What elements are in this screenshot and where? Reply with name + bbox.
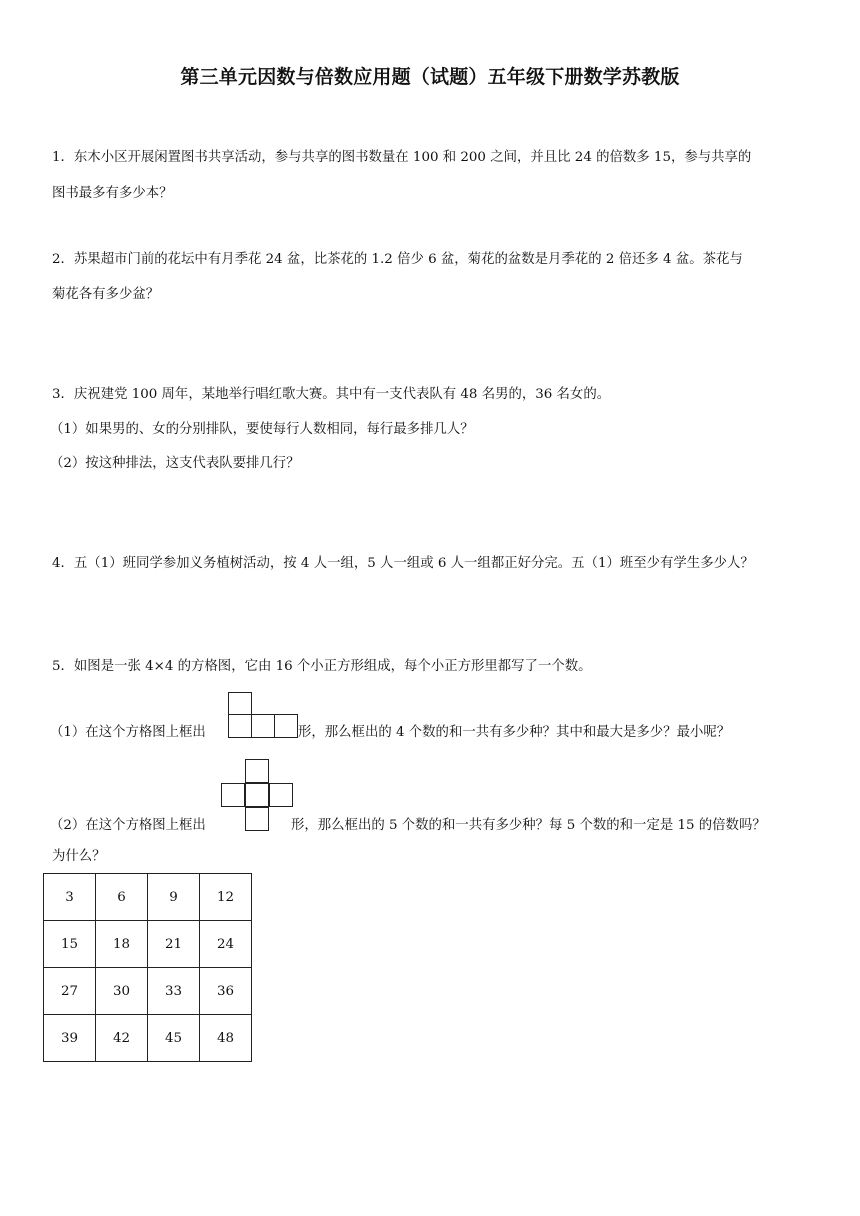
l-shape-figure [228,692,298,738]
number-grid [43,873,252,1062]
q5-sub-2-suffix: 形，那么框出的 5 个数的和一共有多少种？每 5 个数的和一定是 15 的倍数吗？ [291,818,766,833]
q1-line-2: 图书最多有多少本？ [52,186,173,201]
q2-line-2: 菊花各有多少盆？ [52,287,160,302]
grid-cell: 33 [148,968,200,1015]
grid-cell: 12 [200,874,252,921]
grid-cell: 3 [44,874,96,921]
grid-cell: 42 [96,1015,148,1062]
q5-sub-2-prefix: （2）在这个方格图上框出 [50,818,206,833]
grid-cell: 27 [44,968,96,1015]
q3-sub-1: （1）如果男的、女的分别排队，要使每行人数相同，每行最多排几人？ [50,422,474,437]
grid-cell: 48 [200,1015,252,1062]
grid-cell: 45 [148,1015,200,1062]
q1-line-1: 1．东木小区开展闲置图书共享活动，参与共享的图书数量在 100 和 200 之间，并且比 24 的倍数多 15，参与共享的 [52,150,752,165]
grid-cell: 36 [200,968,252,1015]
grid-cell: 30 [96,968,148,1015]
q5-sub-1-prefix: （1）在这个方格图上框出 [50,725,206,740]
q3-sub-2: （2）按这种排法，这支代表队要排几行？ [50,456,300,471]
grid-cell: 39 [44,1015,96,1062]
grid-cell: 9 [148,874,200,921]
grid-cell: 18 [96,921,148,968]
q3-line-1: 3．庆祝建党 100 周年，某地举行唱红歌大赛。其中有一支代表队有 48 名男的，36 名女的。 [52,387,611,402]
q5-sub-2-line-2: 为什么？ [52,849,106,864]
q5-sub-1-suffix: 形，那么框出的 4 个数的和一共有多少种？其中和最大是多少？最小呢？ [298,725,731,740]
grid-row [44,921,252,968]
grid-cell: 21 [148,921,200,968]
grid-cell: 15 [44,921,96,968]
page-title: 第三单元因数与倍数应用题（试题）五年级下册数学苏教版 [180,66,680,88]
q4-line-1: 4．五（1）班同学参加义务植树活动，按 4 人一组，5 人一组或 6 人一组都正好分完。五（1）班至少有学生多少人？ [52,556,754,571]
cross-shape-figure [221,759,293,831]
grid-row [44,1015,252,1062]
grid-row [44,874,252,921]
grid-cell: 24 [200,921,252,968]
grid-cell: 6 [96,874,148,921]
q5-line-1: 5．如图是一张 4×4 的方格图，它由 16 个小正方形组成，每个小正方形里都写了一个数。 [52,659,592,674]
grid-row [44,968,252,1015]
q2-line-1: 2．苏果超市门前的花坛中有月季花 24 盆，比茶花的 1.2 倍少 6 盆，菊花的盆数是月季花的 2 倍还多 4 盆。茶花与 [52,252,743,267]
